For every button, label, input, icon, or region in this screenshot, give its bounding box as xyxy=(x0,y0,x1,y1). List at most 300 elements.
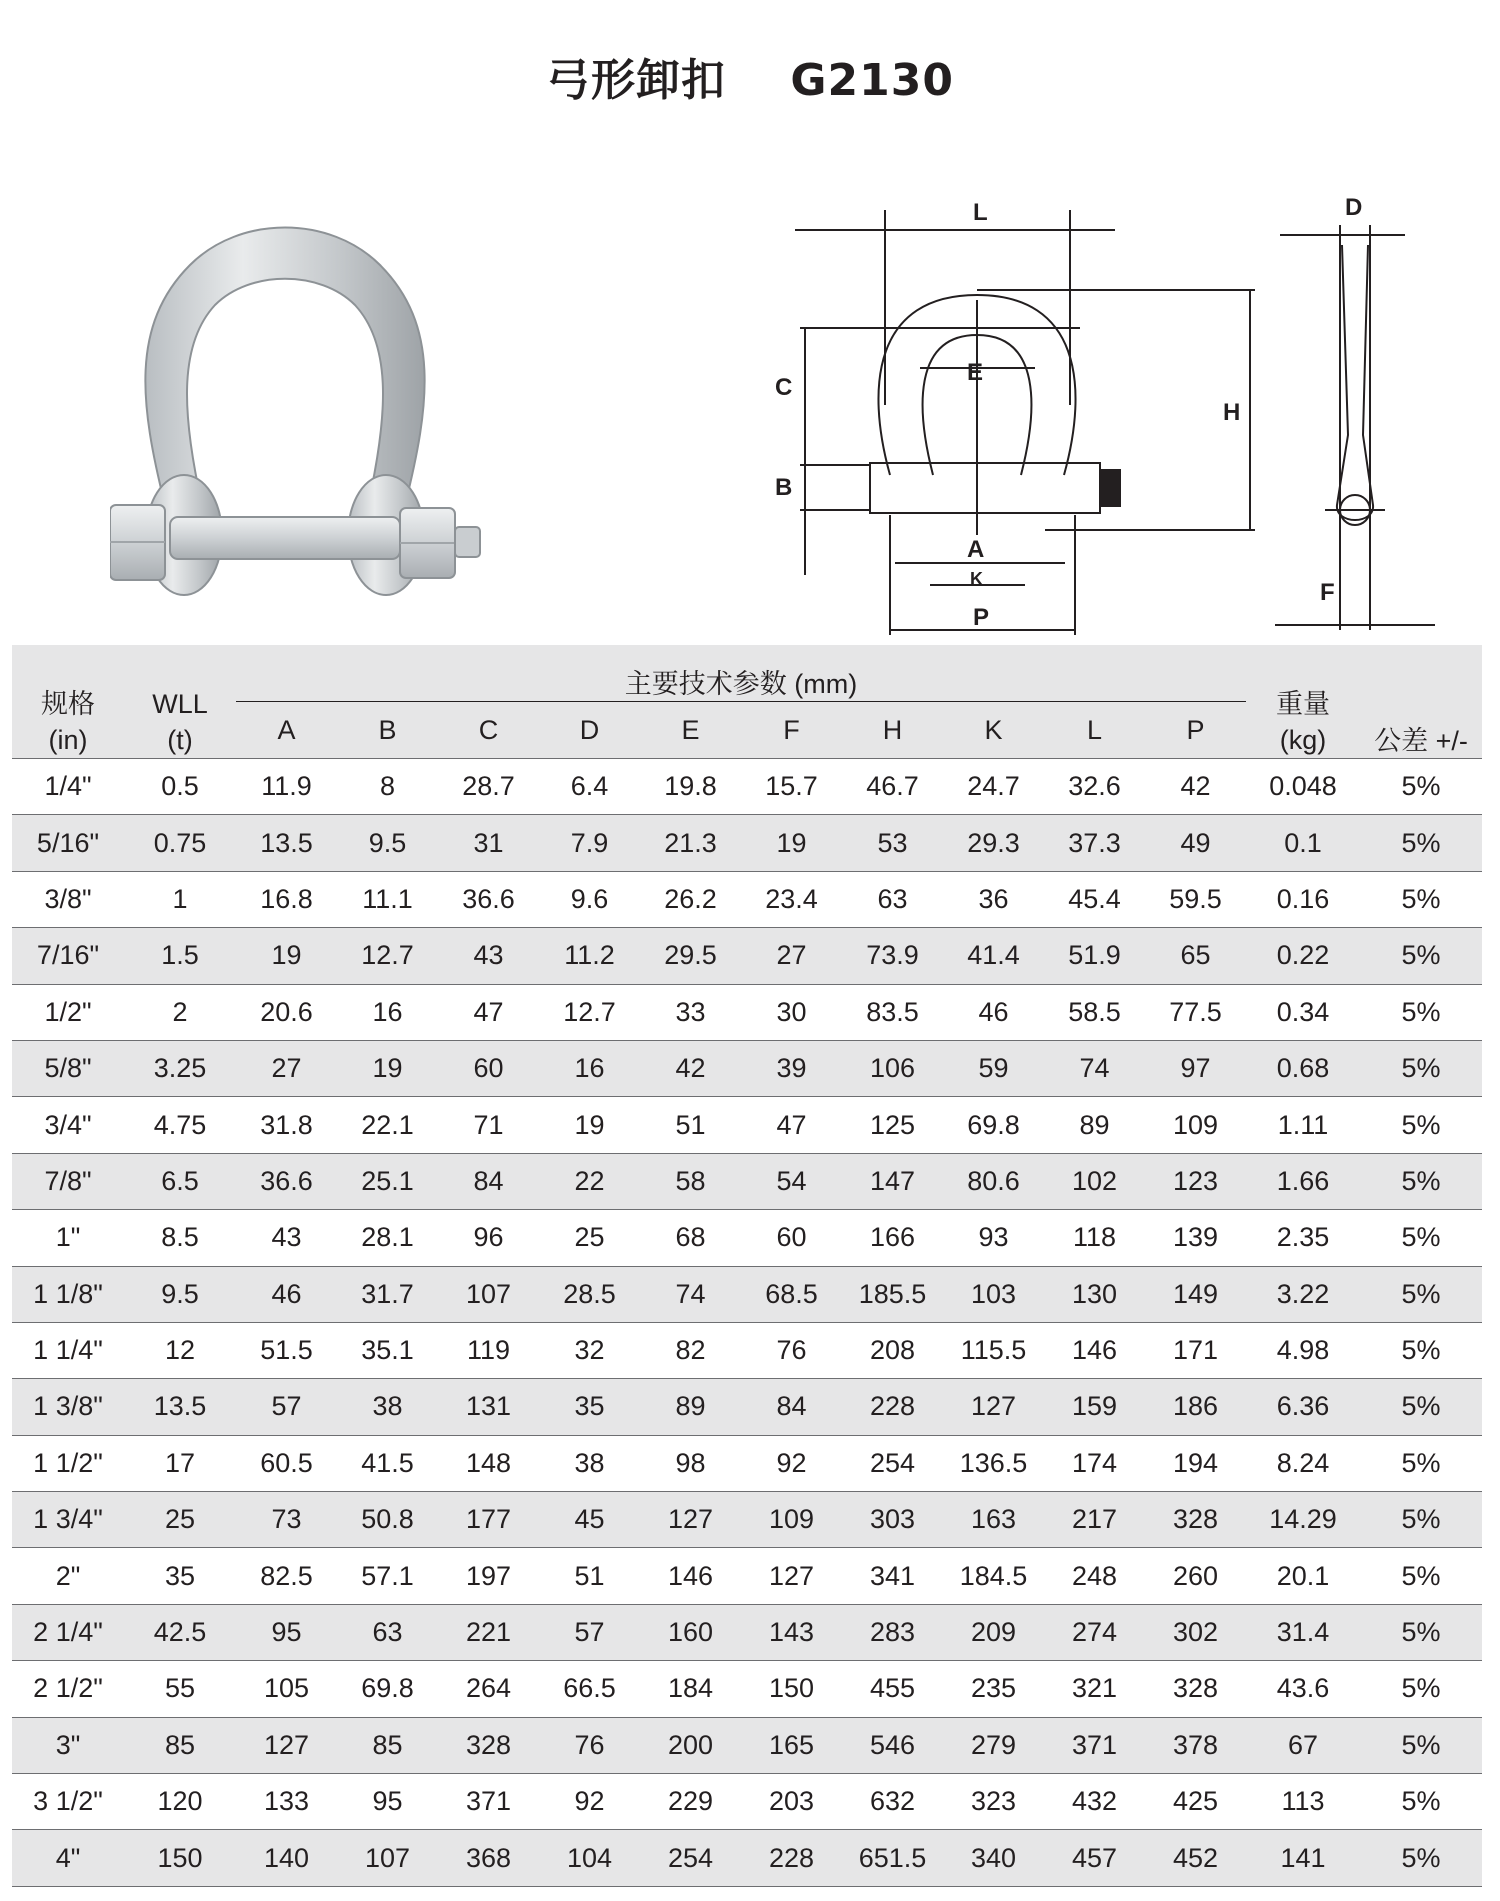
header-tolerance: 公差 +/- xyxy=(1374,726,1468,756)
table-cell: 3" xyxy=(12,1717,124,1773)
table-cell: 5% xyxy=(1360,815,1482,871)
table-cell: 25 xyxy=(539,1210,640,1266)
label-E: E xyxy=(967,359,984,386)
table-cell: 340 xyxy=(943,1830,1044,1886)
table-cell: 185.5 xyxy=(842,1266,943,1322)
table-row xyxy=(12,1153,1482,1209)
table-cell: 283 xyxy=(842,1604,943,1660)
table-cell: 46.7 xyxy=(842,759,943,815)
table-cell: 31.4 xyxy=(1246,1604,1360,1660)
table-cell: 11.9 xyxy=(236,759,337,815)
table-cell: 127 xyxy=(236,1717,337,1773)
table-row xyxy=(12,1661,1482,1717)
table-cell: 5% xyxy=(1360,1717,1482,1773)
table-cell: 228 xyxy=(842,1379,943,1435)
table-cell: 5% xyxy=(1360,1266,1482,1322)
header-param-b: B xyxy=(378,714,397,745)
table-cell: 141 xyxy=(1246,1830,1360,1886)
table-cell: 58 xyxy=(640,1153,741,1209)
table-cell: 5% xyxy=(1360,928,1482,984)
table-cell: 1/2" xyxy=(12,984,124,1040)
table-cell: 5% xyxy=(1360,1210,1482,1266)
table-cell: 60 xyxy=(438,1040,539,1096)
table-cell: 28.5 xyxy=(539,1266,640,1322)
table-cell: 51 xyxy=(539,1548,640,1604)
dimension-diagram xyxy=(745,185,1455,635)
table-cell: 92 xyxy=(741,1435,842,1491)
header-size: 规格 (in) xyxy=(41,689,95,755)
table-cell: 36 xyxy=(943,871,1044,927)
table-cell: 1 1/8" xyxy=(12,1266,124,1322)
table-cell: 53 xyxy=(842,815,943,871)
table-cell: 57.1 xyxy=(337,1548,438,1604)
header-params-group: 主要技术参数 (mm) xyxy=(236,645,1246,702)
table-cell: 5/8" xyxy=(12,1040,124,1096)
table-cell: 60.5 xyxy=(236,1435,337,1491)
table-cell: 29.3 xyxy=(943,815,1044,871)
table-row xyxy=(12,1379,1482,1435)
table-cell: 0.16 xyxy=(1246,871,1360,927)
table-cell: 9.5 xyxy=(124,1266,236,1322)
table-cell: 371 xyxy=(438,1774,539,1830)
table-cell: 1" xyxy=(12,1210,124,1266)
table-row xyxy=(12,928,1482,984)
table-cell: 51.9 xyxy=(1044,928,1145,984)
table-cell: 32.6 xyxy=(1044,759,1145,815)
table-cell: 260 xyxy=(1145,1548,1246,1604)
table-cell: 22.1 xyxy=(337,1097,438,1153)
table-cell: 12.7 xyxy=(539,984,640,1040)
table-cell: 9.5 xyxy=(337,815,438,871)
table-cell: 76 xyxy=(539,1717,640,1773)
table-cell: 184.5 xyxy=(943,1548,1044,1604)
table-cell: 105 xyxy=(236,1661,337,1717)
table-cell: 74 xyxy=(640,1266,741,1322)
table-cell: 133 xyxy=(236,1774,337,1830)
table-cell: 248 xyxy=(1044,1548,1145,1604)
table-cell: 341 xyxy=(842,1548,943,1604)
table-row xyxy=(12,1604,1482,1660)
table-cell: 30 xyxy=(741,984,842,1040)
table-cell: 96 xyxy=(438,1210,539,1266)
table-cell: 12.7 xyxy=(337,928,438,984)
label-D: D xyxy=(1345,194,1363,221)
table-cell: 46 xyxy=(943,984,1044,1040)
table-cell: 378 xyxy=(1145,1717,1246,1773)
table-cell: 5% xyxy=(1360,871,1482,927)
table-cell: 68 xyxy=(640,1210,741,1266)
table-cell: 42 xyxy=(1145,759,1246,815)
table-cell: 452 xyxy=(1145,1830,1246,1886)
table-cell: 68.5 xyxy=(741,1266,842,1322)
table-cell: 163 xyxy=(943,1492,1044,1548)
table-cell: 1.5 xyxy=(124,928,236,984)
table-cell: 1 3/8" xyxy=(12,1379,124,1435)
table-cell: 19.8 xyxy=(640,759,741,815)
table-cell: 0.68 xyxy=(1246,1040,1360,1096)
table-row xyxy=(12,1266,1482,1322)
table-cell: 200 xyxy=(640,1717,741,1773)
table-cell: 5% xyxy=(1360,1153,1482,1209)
table-cell: 123 xyxy=(1145,1153,1246,1209)
label-A: A xyxy=(967,536,985,563)
table-cell: 67 xyxy=(1246,1717,1360,1773)
table-cell: 41.5 xyxy=(337,1435,438,1491)
product-model: G2130 xyxy=(790,55,954,106)
product-name: 弓形卸扣 xyxy=(546,55,727,106)
label-C: C xyxy=(775,374,793,401)
table-cell: 39 xyxy=(741,1040,842,1096)
table-cell: 102 xyxy=(1044,1153,1145,1209)
table-cell: 159 xyxy=(1044,1379,1145,1435)
table-cell: 97 xyxy=(1145,1040,1246,1096)
table-cell: 36.6 xyxy=(236,1153,337,1209)
table-cell: 6.36 xyxy=(1246,1379,1360,1435)
table-cell: 47 xyxy=(741,1097,842,1153)
table-cell: 149 xyxy=(1145,1266,1246,1322)
table-cell: 50.8 xyxy=(337,1492,438,1548)
table-cell: 5% xyxy=(1360,1379,1482,1435)
table-cell: 5/16" xyxy=(12,815,124,871)
table-cell: 184 xyxy=(640,1661,741,1717)
table-cell: 43.6 xyxy=(1246,1661,1360,1717)
header-param-c: C xyxy=(478,714,499,745)
table-cell: 21.3 xyxy=(640,815,741,871)
header-param-a: A xyxy=(277,714,296,745)
table-cell: 3.25 xyxy=(124,1040,236,1096)
table-row xyxy=(12,1492,1482,1548)
table-cell: 77.5 xyxy=(1145,984,1246,1040)
table-cell: 107 xyxy=(438,1266,539,1322)
table-cell: 125 xyxy=(842,1097,943,1153)
table-cell: 74 xyxy=(1044,1040,1145,1096)
table-row xyxy=(12,1774,1482,1830)
table-cell: 136.5 xyxy=(943,1435,1044,1491)
table-cell: 0.22 xyxy=(1246,928,1360,984)
table-cell: 43 xyxy=(236,1210,337,1266)
table-cell: 19 xyxy=(236,928,337,984)
table-cell: 12 xyxy=(124,1322,236,1378)
table-cell: 35 xyxy=(539,1379,640,1435)
table-cell: 194 xyxy=(1145,1435,1246,1491)
table-cell: 171 xyxy=(1145,1322,1246,1378)
table-cell: 36.6 xyxy=(438,871,539,927)
table-cell: 7/8" xyxy=(12,1153,124,1209)
table-cell: 651.5 xyxy=(842,1830,943,1886)
table-cell: 148 xyxy=(438,1435,539,1491)
label-H: H xyxy=(1223,399,1241,426)
table-cell: 5% xyxy=(1360,1492,1482,1548)
table-cell: 15.7 xyxy=(741,759,842,815)
table-cell: 321 xyxy=(1044,1661,1145,1717)
table-cell: 38 xyxy=(539,1435,640,1491)
table-cell: 26.2 xyxy=(640,871,741,927)
table-cell: 31 xyxy=(438,815,539,871)
table-cell: 23.4 xyxy=(741,871,842,927)
header-param-h: H xyxy=(882,714,903,745)
table-cell: 8.5 xyxy=(124,1210,236,1266)
table-cell: 66.5 xyxy=(539,1661,640,1717)
table-cell: 76 xyxy=(741,1322,842,1378)
table-cell: 228 xyxy=(741,1830,842,1886)
table-cell: 32 xyxy=(539,1322,640,1378)
table-cell: 20.1 xyxy=(1246,1548,1360,1604)
table-cell: 35 xyxy=(124,1548,236,1604)
table-cell: 41.4 xyxy=(943,928,1044,984)
table-row xyxy=(12,1830,1482,1886)
table-cell: 0.75 xyxy=(124,815,236,871)
table-cell: 118 xyxy=(1044,1210,1145,1266)
table-cell: 5% xyxy=(1360,1097,1482,1153)
table-cell: 31.7 xyxy=(337,1266,438,1322)
table-cell: 7.9 xyxy=(539,815,640,871)
table-row xyxy=(12,1717,1482,1773)
table-cell: 264 xyxy=(438,1661,539,1717)
table-cell: 160 xyxy=(640,1604,741,1660)
table-cell: 11.1 xyxy=(337,871,438,927)
table-cell: 5% xyxy=(1360,1604,1482,1660)
table-cell: 0.34 xyxy=(1246,984,1360,1040)
table-cell: 46 xyxy=(236,1266,337,1322)
table-cell: 303 xyxy=(842,1492,943,1548)
table-cell: 54 xyxy=(741,1153,842,1209)
table-cell: 85 xyxy=(124,1717,236,1773)
page-title xyxy=(0,44,1500,108)
table-cell: 4.98 xyxy=(1246,1322,1360,1378)
label-K: K xyxy=(970,569,983,589)
table-cell: 47 xyxy=(438,984,539,1040)
table-cell: 235 xyxy=(943,1661,1044,1717)
table-cell: 45.4 xyxy=(1044,871,1145,927)
table-cell: 60 xyxy=(741,1210,842,1266)
table-cell: 85 xyxy=(337,1717,438,1773)
table-cell: 1.66 xyxy=(1246,1153,1360,1209)
table-cell: 19 xyxy=(741,815,842,871)
table-cell: 0.1 xyxy=(1246,815,1360,871)
table-cell: 57 xyxy=(539,1604,640,1660)
table-cell: 89 xyxy=(1044,1097,1145,1153)
table-cell: 5% xyxy=(1360,1548,1482,1604)
table-row xyxy=(12,1322,1482,1378)
table-cell: 107 xyxy=(337,1830,438,1886)
table-cell: 73.9 xyxy=(842,928,943,984)
table-row xyxy=(12,815,1482,871)
table-cell: 229 xyxy=(640,1774,741,1830)
table-cell: 2" xyxy=(12,1548,124,1604)
table-cell: 177 xyxy=(438,1492,539,1548)
table-cell: 45 xyxy=(539,1492,640,1548)
table-cell: 35.1 xyxy=(337,1322,438,1378)
table-cell: 150 xyxy=(124,1830,236,1886)
table-cell: 130 xyxy=(1044,1266,1145,1322)
table-cell: 127 xyxy=(741,1548,842,1604)
table-cell: 22 xyxy=(539,1153,640,1209)
header-param-f: F xyxy=(783,714,800,745)
table-cell: 1 xyxy=(124,871,236,927)
table-cell: 371 xyxy=(1044,1717,1145,1773)
table-cell: 71 xyxy=(438,1097,539,1153)
table-cell: 209 xyxy=(943,1604,1044,1660)
table-cell: 55 xyxy=(124,1661,236,1717)
table-cell: 80.6 xyxy=(943,1153,1044,1209)
table-cell: 1 3/4" xyxy=(12,1492,124,1548)
table-cell: 63 xyxy=(842,871,943,927)
table-cell: 254 xyxy=(842,1435,943,1491)
table-cell: 302 xyxy=(1145,1604,1246,1660)
table-cell: 5% xyxy=(1360,1322,1482,1378)
table-cell: 103 xyxy=(943,1266,1044,1322)
table-cell: 95 xyxy=(236,1604,337,1660)
table-cell: 29.5 xyxy=(640,928,741,984)
table-cell: 279 xyxy=(943,1717,1044,1773)
label-P: P xyxy=(973,604,990,631)
header-param-p: P xyxy=(1186,714,1205,745)
table-cell: 3.22 xyxy=(1246,1266,1360,1322)
table-cell: 38 xyxy=(337,1379,438,1435)
table-row xyxy=(12,1040,1482,1096)
table-cell: 33 xyxy=(640,984,741,1040)
table-cell: 51 xyxy=(640,1097,741,1153)
table-cell: 25 xyxy=(124,1492,236,1548)
label-L: L xyxy=(973,199,988,226)
table-cell: 147 xyxy=(842,1153,943,1209)
table-cell: 115.5 xyxy=(943,1322,1044,1378)
table-cell: 3/8" xyxy=(12,871,124,927)
table-cell: 197 xyxy=(438,1548,539,1604)
table-cell: 150 xyxy=(741,1661,842,1717)
table-cell: 17 xyxy=(124,1435,236,1491)
table-row xyxy=(12,1435,1482,1491)
table-cell: 106 xyxy=(842,1040,943,1096)
table-cell: 3/4" xyxy=(12,1097,124,1153)
table-cell: 217 xyxy=(1044,1492,1145,1548)
table-cell: 1 1/4" xyxy=(12,1322,124,1378)
table-cell: 31.8 xyxy=(236,1097,337,1153)
header-param-d: D xyxy=(579,714,600,745)
table-cell: 1/4" xyxy=(12,759,124,815)
table-cell: 19 xyxy=(337,1040,438,1096)
table-cell: 221 xyxy=(438,1604,539,1660)
table-cell: 89 xyxy=(640,1379,741,1435)
table-cell: 14.29 xyxy=(1246,1492,1360,1548)
table-cell: 95 xyxy=(337,1774,438,1830)
table-cell: 37.3 xyxy=(1044,815,1145,871)
table-cell: 57 xyxy=(236,1379,337,1435)
table-cell: 632 xyxy=(842,1774,943,1830)
header-weight: 重量 (kg) xyxy=(1276,689,1330,755)
table-cell: 0.5 xyxy=(124,759,236,815)
table-cell: 328 xyxy=(1145,1492,1246,1548)
table-cell: 82.5 xyxy=(236,1548,337,1604)
table-cell: 16 xyxy=(539,1040,640,1096)
table-cell: 93 xyxy=(943,1210,1044,1266)
table-cell: 127 xyxy=(943,1379,1044,1435)
table-cell: 203 xyxy=(741,1774,842,1830)
table-cell: 84 xyxy=(741,1379,842,1435)
table-cell: 19 xyxy=(539,1097,640,1153)
table-cell: 368 xyxy=(438,1830,539,1886)
table-cell: 146 xyxy=(1044,1322,1145,1378)
table-cell: 28.7 xyxy=(438,759,539,815)
table-cell: 7/16" xyxy=(12,928,124,984)
table-cell: 9.6 xyxy=(539,871,640,927)
table-cell: 69.8 xyxy=(337,1661,438,1717)
table-row xyxy=(12,759,1482,815)
table-cell: 13.5 xyxy=(236,815,337,871)
table-cell: 1 1/2" xyxy=(12,1435,124,1491)
table-cell: 42.5 xyxy=(124,1604,236,1660)
table-cell: 127 xyxy=(640,1492,741,1548)
table-cell: 49 xyxy=(1145,815,1246,871)
table-body xyxy=(12,759,1482,1887)
table-cell: 2 1/4" xyxy=(12,1604,124,1660)
table-cell: 27 xyxy=(236,1040,337,1096)
table-cell: 5% xyxy=(1360,1661,1482,1717)
header-wll: WLL (t) xyxy=(152,689,208,755)
table-row xyxy=(12,1548,1482,1604)
table-cell: 328 xyxy=(438,1717,539,1773)
table-cell: 11.2 xyxy=(539,928,640,984)
table-cell: 254 xyxy=(640,1830,741,1886)
table-cell: 119 xyxy=(438,1322,539,1378)
table-cell: 165 xyxy=(741,1717,842,1773)
table-cell: 2 xyxy=(124,984,236,1040)
table-cell: 84 xyxy=(438,1153,539,1209)
table-cell: 20.6 xyxy=(236,984,337,1040)
table-cell: 5% xyxy=(1360,1435,1482,1491)
table-cell: 5% xyxy=(1360,984,1482,1040)
table-cell: 457 xyxy=(1044,1830,1145,1886)
table-cell: 83.5 xyxy=(842,984,943,1040)
table-cell: 120 xyxy=(124,1774,236,1830)
table-cell: 5% xyxy=(1360,759,1482,815)
table-cell: 8.24 xyxy=(1246,1435,1360,1491)
header-param-e: E xyxy=(681,714,700,745)
table-cell: 25.1 xyxy=(337,1153,438,1209)
table-cell: 51.5 xyxy=(236,1322,337,1378)
table-cell: 5% xyxy=(1360,1040,1482,1096)
table-cell: 425 xyxy=(1145,1774,1246,1830)
table-cell: 109 xyxy=(1145,1097,1246,1153)
table-row xyxy=(12,1210,1482,1266)
table-cell: 59.5 xyxy=(1145,871,1246,927)
table-cell: 2 1/2" xyxy=(12,1661,124,1717)
table-cell: 58.5 xyxy=(1044,984,1145,1040)
table-cell: 328 xyxy=(1145,1661,1246,1717)
table-cell: 27 xyxy=(741,928,842,984)
table-cell: 2.35 xyxy=(1246,1210,1360,1266)
table-cell: 131 xyxy=(438,1379,539,1435)
header-param-k: K xyxy=(984,714,1003,745)
table-cell: 82 xyxy=(640,1322,741,1378)
table-cell: 28.1 xyxy=(337,1210,438,1266)
table-cell: 13.5 xyxy=(124,1379,236,1435)
table-cell: 92 xyxy=(539,1774,640,1830)
table-cell: 1.11 xyxy=(1246,1097,1360,1153)
table-cell: 16.8 xyxy=(236,871,337,927)
table-cell: 3 1/2" xyxy=(12,1774,124,1830)
table-row xyxy=(12,871,1482,927)
table-cell: 16 xyxy=(337,984,438,1040)
table-cell: 109 xyxy=(741,1492,842,1548)
table-cell: 59 xyxy=(943,1040,1044,1096)
table-cell: 4" xyxy=(12,1830,124,1886)
table-cell: 73 xyxy=(236,1492,337,1548)
table-cell: 8 xyxy=(337,759,438,815)
table-cell: 139 xyxy=(1145,1210,1246,1266)
table-cell: 6.4 xyxy=(539,759,640,815)
label-B: B xyxy=(775,474,793,501)
